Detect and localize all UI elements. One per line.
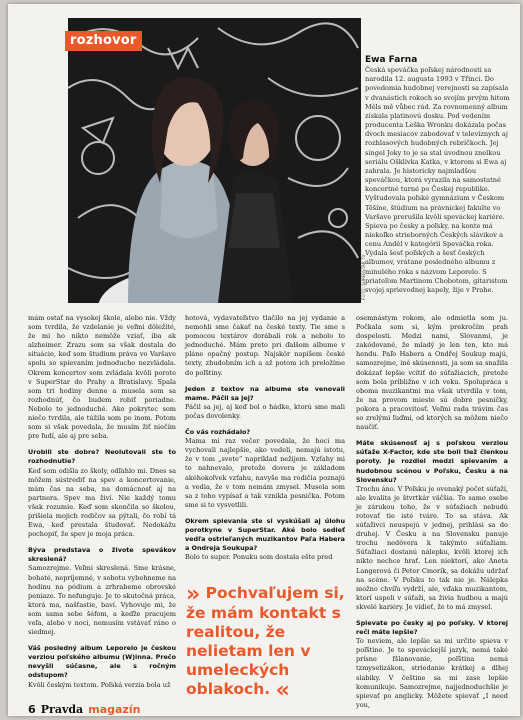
magazine-page (8, 4, 520, 716)
quote-open-icon: » (186, 582, 201, 607)
quote-close-icon: « (275, 678, 290, 703)
question: Máte skúsenosť aj s poľskou verziou súťaže X-Factor, kde ste boli tiež členkou poroty. Je rozdiel medzi spievaním a hudobnou scénou v Poľsku, Česku a na Slovensku? (356, 439, 508, 484)
paragraph: hotová, vydavateľstvo tlačilo na jej vydanie a nemohli sme čakať na české texty. Tie sme s pomocou textárov dorábali rok a nebolo to jednoduché. Mám preto pri ďalšom albume v pláne opačný postup. Najskôr napíšem české texty, zhudobním ich a až potom ich preložíme do poľštiny. (185, 314, 345, 377)
question: Spievate po česky aj po poľsky. V ktorej reči máte lepšie? (356, 619, 508, 637)
question: Váš posledný album Leporelo je českou verziou poľského albumu (W)inna. Prečo nevyšli súčasne, ale s ročným odstupom? (28, 644, 176, 680)
section-name: magazín (88, 703, 141, 716)
page-number: 6 (28, 703, 36, 716)
sidebar-bio (365, 56, 513, 295)
question: Okrem spievania ste si vyskúšali aj úlohu porotkyne v SuperStar. Aké bolo sedieť vedľa ostrieľaných muzikantov Paľa Habera a Ondreja Soukupa? (185, 516, 345, 553)
pull-quote (186, 582, 346, 703)
answer: To neviem, ale lepšie sa mi určite spieva v poľštine. Je to speváckejší jazyk, nemá také prísne fšlanovanie, poľština nemá tzmyselizákon, striedanie krátkej a dlhej slabiky. V češtine sa mi zase lepšie komunikuje. Samozrejme, najjednoduchšie je spievať po anglicky. Môžete spievať „I need you, (356, 637, 508, 709)
cover-photo (68, 18, 361, 303)
answer: Trochu áno. V Poľsku je ovenaký počet súťaží, ale kvalita je štvrtkár väčšia. To samo osebe je zárukou toho, že v súťažiach nebudú rotovať tie isté tváre. To sa stáva. Ak súťaživci neuspejú v jednej, prihlási sa do druhej. V Česku a na Slovensku panuje trochu nedôvera k takýmto súťažiam. Súťažiaci dostanú nálepku, kvôli ktorej ich nikto nechce hrať. Len niektorí, ako Aneta Langerová či Peter Cmorík, sa dokážu udržať na scéne. V Poľsku to tak nie je. Nálepka možno chvíľu vydrží, ale, vďaka muzikantom, ktorí uspeli v súťaži, sa živia hudbou a majú skvelé kariéry. Je vidieť, že to má zmysel. (356, 484, 508, 611)
sidebar-name: Ewa Farna (365, 55, 418, 65)
photo-illustration (68, 18, 361, 303)
answer: Mama mi raz večer povedala, že hoci ma vychovali najlepšie, ako vedeli, nemajú istotu, že v tom „svete“ napríklad nežijem. Vzťahy mi to nahnevalo, pretože dovera je základom akéhokoľvek vzťahu, navyše ma rodičia poznajú a vedia, že v tom nemám zmysel. Musela som sa z toho vypísať a tak vznikla pesnička. Potom sme si to vysvetlili. (185, 437, 345, 509)
sidebar-text: Česká speváčka poľskej národnosti sa narodila 12. augusta 1993 v Třinci. Do povedomia hudobnej verejnosti sa zapísala v dvanástich rokoch so svojím prvým hitom Měls mě vůbec rád. Za rovnomenný album získala platinovú dosku. Pod vedením producenta Leška Wronku dokázala počas dvoch mesiacov zabodovať v televíznych aj rozhlasových hudobných rebríčkoch. Jej singel Joky to je sa stal úvodnou znelkou seriálu Ošklivka Katka, v ktorom si Ewa aj zahrala. Je historicky najmladšou speváčkou, ktorá vyrazila na samostatné koncertné turné po Českej republike. Vyštudovala poľské gymnázium v Českom Těšíne, štúdium na právnickej fakulte vo Varšave prerušila kvôli speváckej kariére. Spieva po česky a poľsky, na konte má niekoľko strieborných Českých slávikov a cenu Anděl v kategórii Speváčka roka. Vydala šesť poľských a šesť českých albumov, vrátane posledného albumu z minulého roka s názvom Leporelo. S priateľom Martinom Chobotom, gitaristom svojej sprievodnej kapely, žije v Prahe. (365, 66, 510, 294)
section-tag: rozhovor (65, 31, 142, 51)
pull-quote-text: Pochvaľujem si, že mám kontakt s realitou, že nelietam len v umeleckých oblakoch. (186, 584, 345, 698)
answer: Samozrejme. Veľmi skreslená. Sme krásne, bohaté, nepríjemné, v sobotu vybehneme na hodinu na pódium a zrhrabeme obrovské peniaze. To nefunguje. Je to skutočná práca, ktorá ma, našťastie, baví. Vyhovuje mi, že som sama sebe šéfom, a keďže pracujem veľa, alebo v noci, nemusím vstávať ráno o siedmej. (28, 564, 176, 637)
answer: Keď som odišla zo školy, odľahlo mi. Dnes sa môžem sústrediť na spev a koncertovanie, mám čas na seba, na domácnosť aj na partnera. Spev ma živí. Nie každý tomu však rozumie. Keď som skončila so školou, prišiela mojich rodičov sa pýtali, čo robí tá Ewa, keď prestala študovať. Nedokážu pochopiť, že spev je moja práca. (28, 466, 176, 539)
photo-credit-text: FOTO: SUPERSTAR TV (361, 254, 366, 300)
column-2 (185, 314, 345, 569)
column-3 (356, 314, 508, 716)
photo-credit (360, 240, 366, 300)
page-footer (28, 698, 140, 716)
answer: Páčil sa jej, aj keď bol o hádke, ktorú sme mali počas dovolenky. (185, 402, 345, 420)
answer: Kvôli českým textom. Poľská verzia bola už (28, 680, 171, 689)
paragraph: osemnástym rokom, ale odmietla som ju. Počkala som si, kým prekročím prah dospelosti. Medzi nami, Slovanmi, je zakódované, že mladý je len ten, kto má hendu. Paľo Habera a Ondřej Soukup majú, samozrejme, iné skúsenosti, ja som sa snažila dokázať lepšie vcítiť do súťažiacich, pretože som bola príbližne v ich veku. Spolupráca s oboma muzikantmi ma však utvrdila v tom, že na provom mieste sú dobré pesničky, pokora a pracovitosť. Veľmi rada trávim čas so zrelými ľuďmi, od ktorých sa môžem niečo naučiť. (356, 314, 508, 432)
column-1 (28, 314, 176, 697)
question: Čo vás rozhádalo? (185, 428, 251, 437)
question: Jeden z textov na albume ste venovali mame. Páčil sa jej? (185, 384, 345, 402)
question: Urobili ste dobre? Neolutovali ste to rozhodnutie? (28, 448, 176, 466)
brand-name: Pravda (40, 703, 84, 716)
answer: Bolo to super. Ponuku som dostala ešte pred (185, 553, 333, 562)
question: Býva predstava o živote spevákov skreslená? (28, 546, 176, 564)
paragraph: mám ostať na vysokej škole, alebo nie. Vždy som tvrdila, že vzdelanie je veľmi dôležité, že mi ho nikto nemôže vziať, iba ak alzheimer. Zrazu som sa však dostala do situácie, keď som študium práva vo Varšave spolu so spievaním jednoducho nezvládala. Okrem koncertov som zvládala kvôli porote v SuperStar do Prahy a Bratislavy. Spala som tri hodiny denne a musela som sa rozhodnúť, čo budem robiť poriadne. Nebolo to jednoduché. Ako pokrytec som niečo tvrdila, ale túžila som po inom. Potom som si však povedala, že musím žiť niečím pre ľudí, ale aj pre seba. (28, 314, 176, 441)
